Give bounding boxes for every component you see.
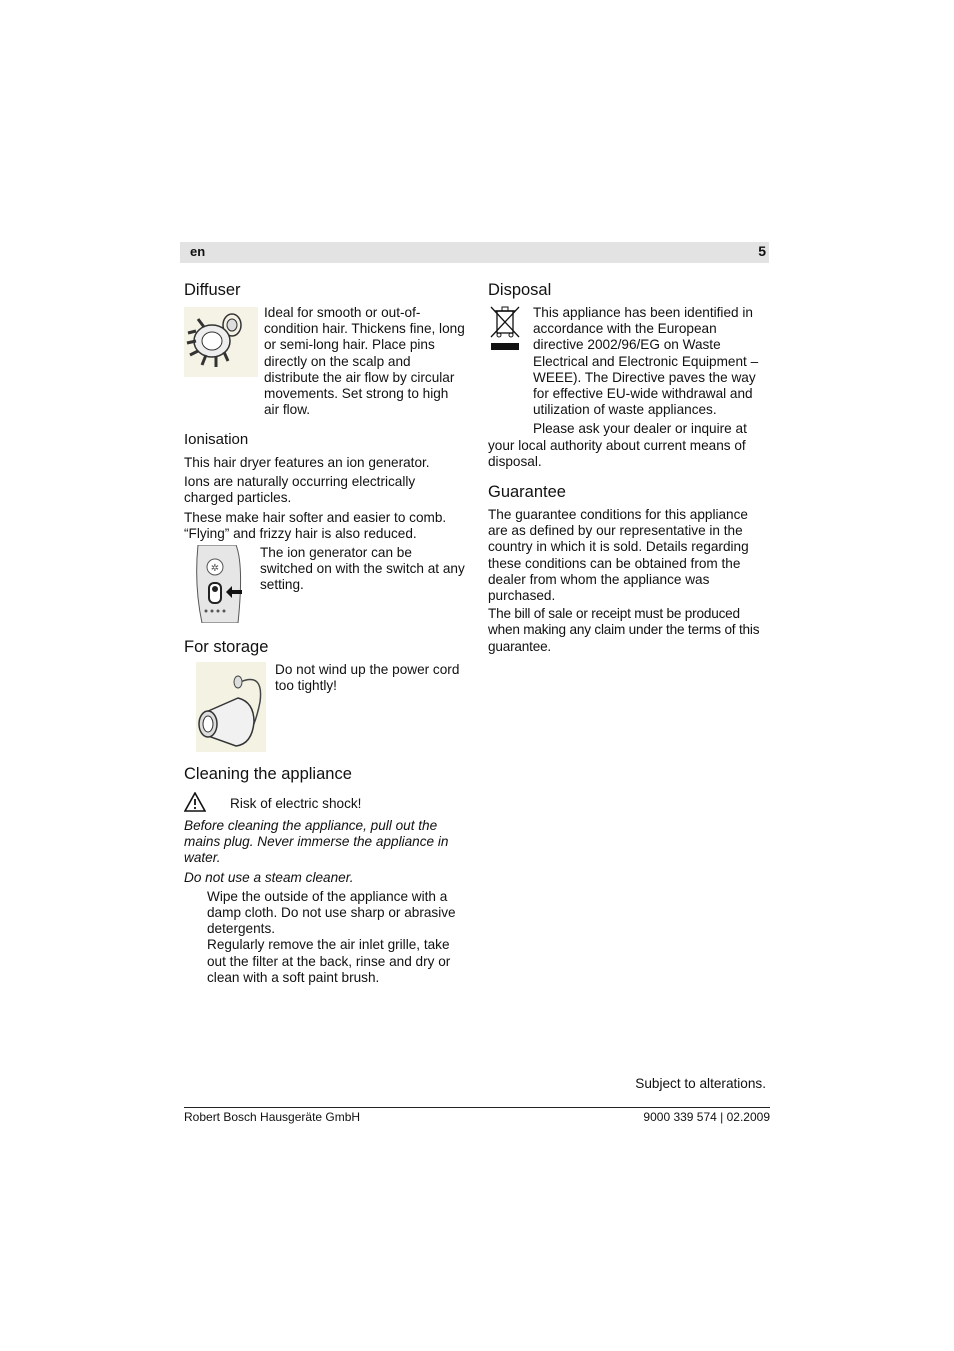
storage-section (184, 662, 466, 758)
ionisation-p3: These make hair softer and easier to comb. “Flying” and frizzy hair is also reduced. (184, 509, 447, 541)
diffuser-illustration (184, 307, 258, 377)
diffuser-section (184, 305, 466, 425)
disposal-section (488, 305, 770, 418)
right-column (488, 280, 770, 658)
cleaning-instruction-1: Wipe the outside of the appliance with a damp cloth. Do not use sharp or abrasive detergents. (207, 888, 456, 937)
ionisation-p1: This hair dryer features an ion generator. (184, 455, 430, 470)
svg-text:✲: ✲ (210, 563, 220, 575)
footer-divider (184, 1107, 770, 1108)
diffuser-heading: Diffuser (184, 281, 241, 299)
page-number: 5 (758, 243, 766, 259)
disposal-text-1: This appliance has been identified in accordance with the European directive 2002/96/EG on Waste Electrical and Electronic Equipment – WEEE). The Directive paves the way for effective EU-wide withdrawal and utilization of waste appliances. (533, 305, 759, 418)
language-code: en (190, 244, 206, 259)
cleaning-instruction-2: Regularly remove the air inlet grille, take out the filter at the back, rinse and dry or clean with a soft paint brush. (207, 937, 451, 985)
warning-text-2: Do not use a steam cleaner. (184, 869, 354, 885)
header-bar (180, 242, 769, 263)
diffuser-text: Ideal for smooth or out-of-condition hair. Thickens fine, long or semi-long hair. Place pins directly on the scalp and distribute the air flow by circular movements. Set strong to high air flow. (264, 305, 465, 418)
guarantee-text-2: The bill of sale or receipt must be produced when making any claim under the terms of this guarantee. (488, 606, 760, 654)
ionisation-switch-section (184, 545, 466, 625)
footer-document-number: 9000 339 574 | 02.2009 (643, 1110, 770, 1124)
ionisation-heading: Ionisation (184, 431, 249, 448)
ion-switch-text: The ion generator can be switched on with the switch at any setting. (260, 545, 465, 593)
weee-bin-icon (488, 305, 522, 355)
storage-text: Do not wind up the power cord too tightly! (275, 662, 460, 694)
storage-illustration (192, 662, 272, 752)
cleaning-heading: Cleaning the appliance (184, 765, 352, 784)
footer-company: Robert Bosch Hausgeräte GmbH (184, 1110, 361, 1124)
warning-triangle-icon (184, 792, 206, 812)
warning-text-1: Before cleaning the appliance, pull out the mains plug. Never immerse the appliance in water. (184, 818, 449, 866)
disposal-heading: Disposal (488, 281, 552, 299)
storage-heading: For storage (184, 638, 269, 657)
left-column (184, 280, 466, 989)
subject-to-alterations: Subject to alterations. (635, 1076, 766, 1091)
guarantee-heading: Guarantee (488, 483, 566, 502)
guarantee-text-1: The guarantee conditions for this appliance are as defined by our representative in the country in which it is sold. Details regarding these conditions can be obtained from the dealer from whom the appliance was purchased. (488, 507, 749, 604)
ion-switch-illustration (192, 545, 252, 623)
warning-title: Risk of electric shock! (230, 796, 362, 812)
ionisation-p2: Ions are naturally occurring electrically charged particles. (184, 474, 416, 506)
disposal-text-2: Please ask your dealer or inquire at your local authority about current means of disposal. (488, 421, 747, 469)
warning-row (184, 794, 466, 816)
